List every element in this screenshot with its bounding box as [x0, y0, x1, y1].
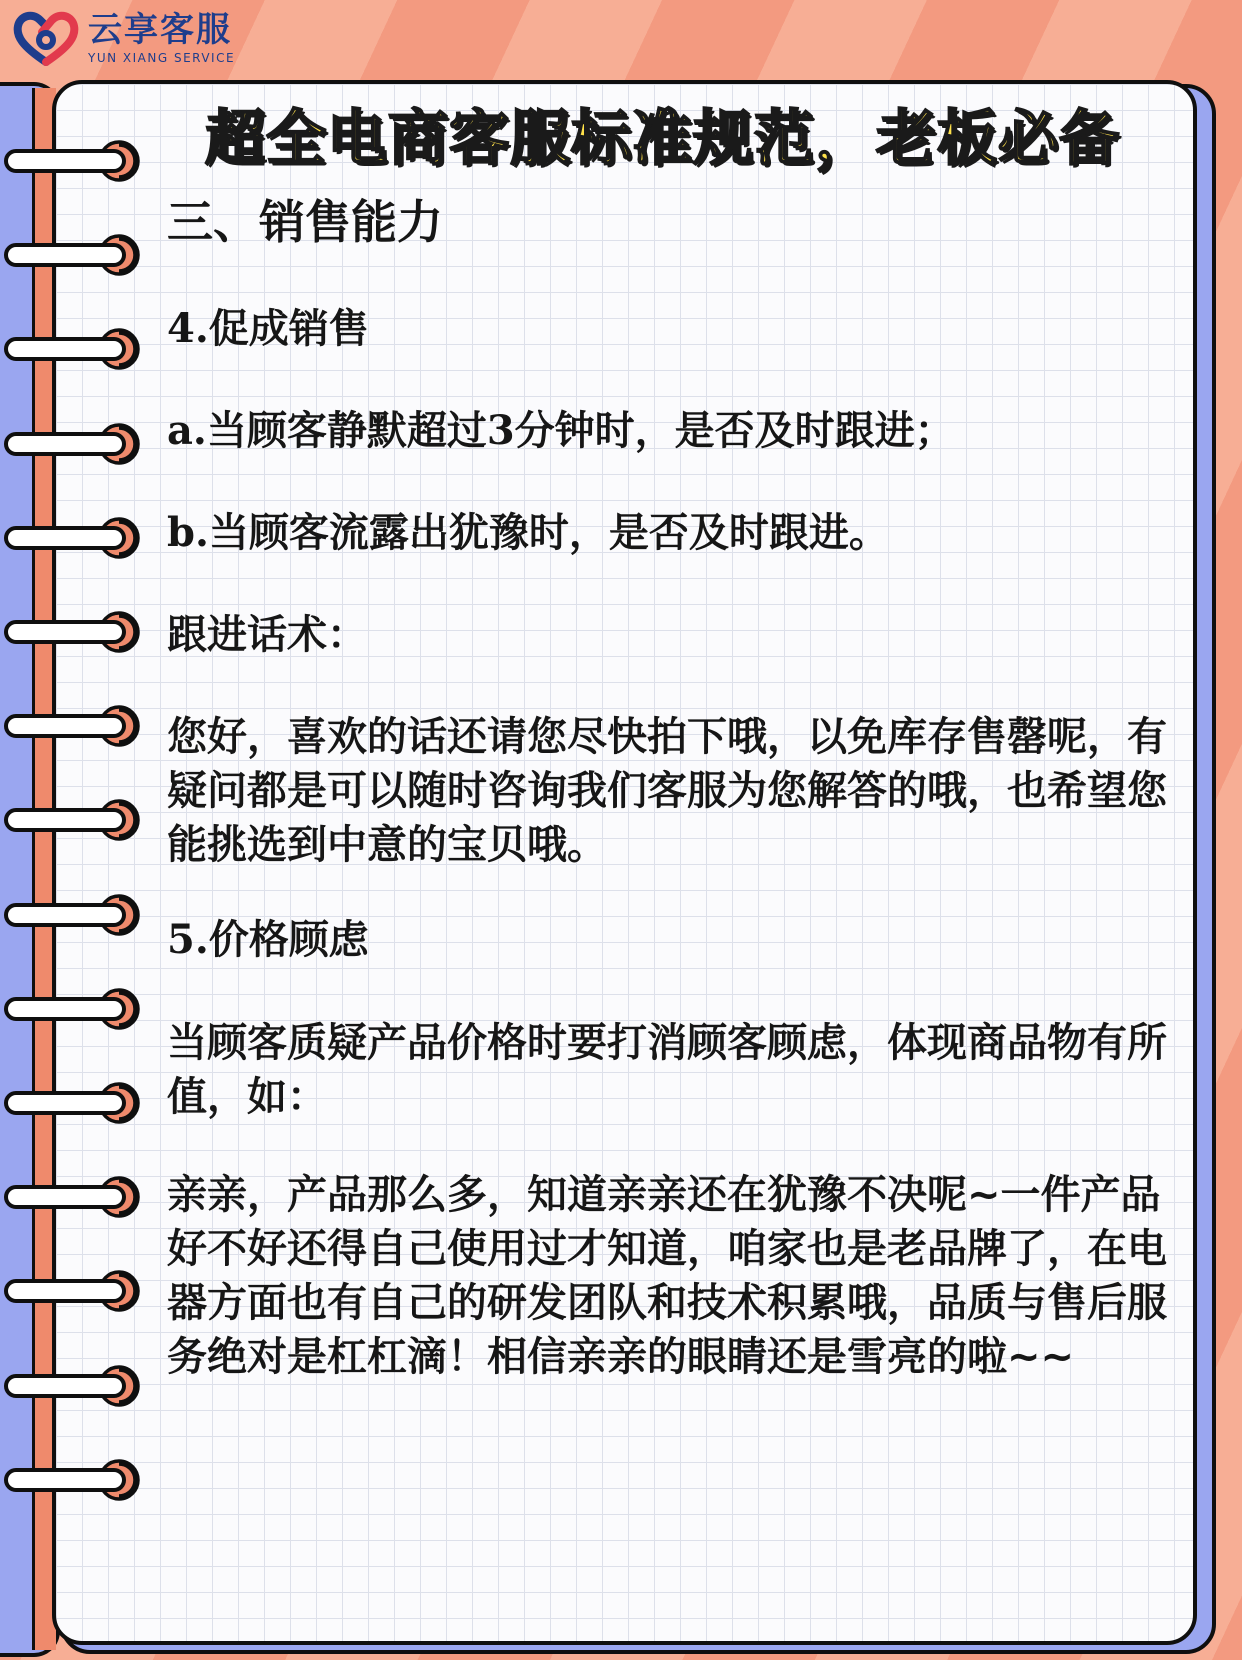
- brand-logo: [12, 8, 235, 68]
- binder-ring-icon: [2, 892, 147, 938]
- binder-ring-icon: [2, 326, 147, 372]
- binder-ring-icon: [2, 797, 147, 843]
- binder-ring-icon: [2, 703, 147, 749]
- binder-ring-icon: [2, 1080, 147, 1126]
- price-example: 亲亲，产品那么多，知道亲亲还在犹豫不决呢~一件产品好不好还得自己使用过才知道，咱家也是老品牌了，在电器方面也有自己的研发团队和技术积累哦，品质与售后服务绝对是杠杠滴！相信亲亲的眼睛还是雪亮的啦~~: [167, 1172, 1167, 1380]
- script-label: 跟进话术：: [167, 612, 367, 658]
- binder-ring-icon: [2, 515, 147, 561]
- binder-ring-icon: [2, 421, 147, 467]
- binder-ring-icon: [2, 609, 147, 655]
- binder-ring-icon: [2, 986, 147, 1032]
- logo-name-en: YUN XIANG SERVICE: [88, 50, 236, 65]
- binder-ring-icon: [2, 1174, 147, 1220]
- promote-point-a: a.当顾客静默超过3分钟时，是否及时跟进；: [167, 407, 955, 454]
- binder-ring-icon: [2, 138, 147, 184]
- binder-ring-icon: [2, 1268, 147, 1314]
- binder-ring-icon: [2, 1457, 147, 1503]
- page-headline: 超全电商客服标准规范，老板必备: [205, 104, 1120, 174]
- binder-ring-icon: [2, 1363, 147, 1409]
- script-text: 您好，喜欢的话还请您尽快拍下哦，以免库存售罄呢，有疑问都是可以随时咨询我们客服为您解答的哦，也希望您能挑选到中意的宝贝哦。: [167, 714, 1167, 868]
- binder-ring-icon: [2, 232, 147, 278]
- item-heading-promote: 4.促成销售: [167, 305, 369, 352]
- price-description: 当顾客质疑产品价格时要打消顾客顾虑，体现商品物有所值，如：: [167, 1020, 1167, 1120]
- heart-link-logo-icon: [12, 10, 80, 66]
- section-title: 三、销售能力: [167, 195, 443, 249]
- item-heading-price: 5.价格顾虑: [167, 916, 369, 963]
- promote-point-b: b.当顾客流露出犹豫时，是否及时跟进。: [167, 509, 889, 556]
- logo-name-cn: 云享客服: [88, 9, 232, 50]
